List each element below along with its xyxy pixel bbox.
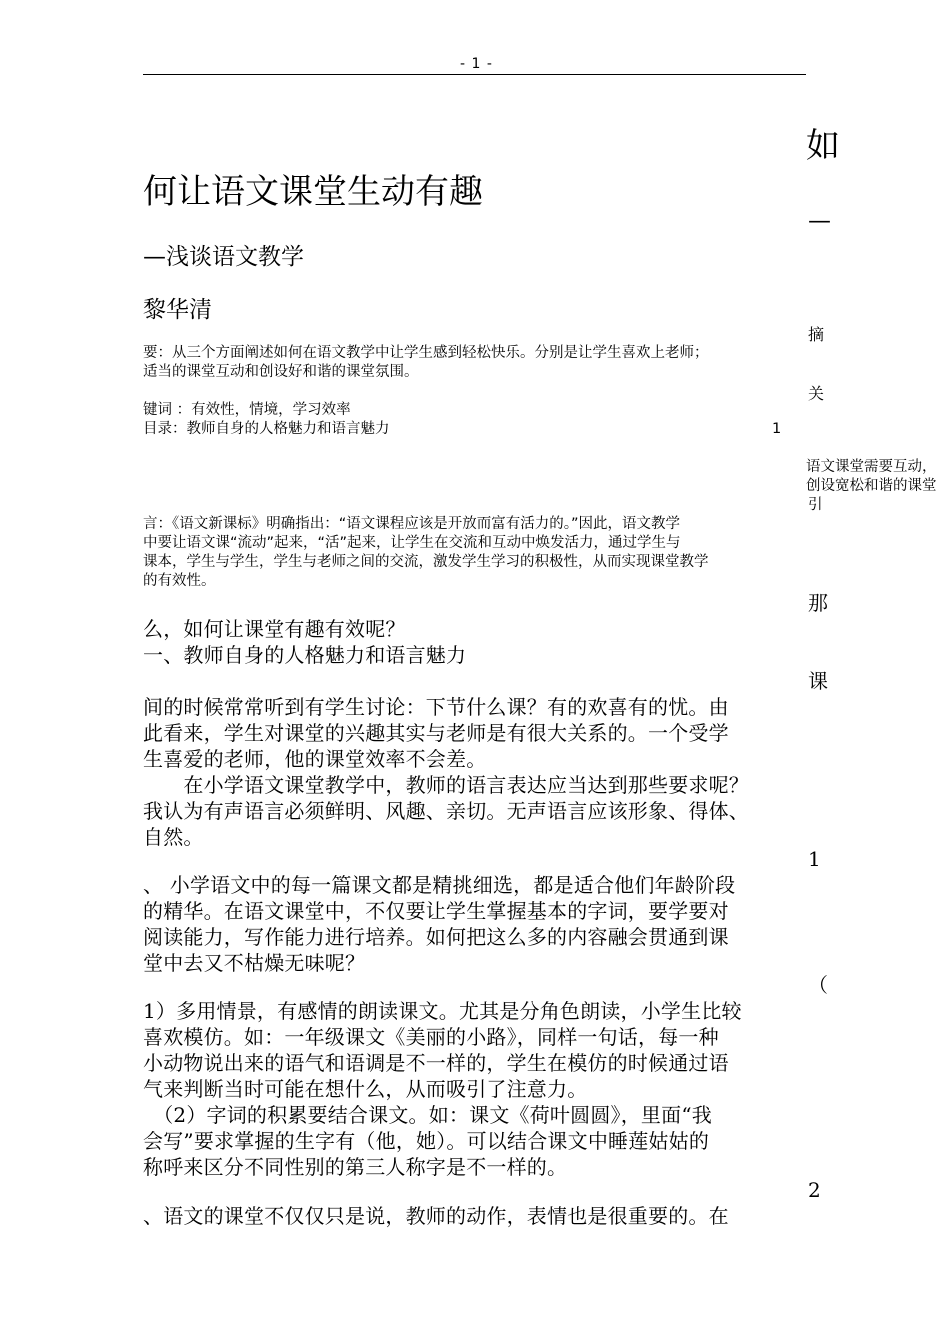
paragraph-line: 会写”要求掌握的生字有（他，她）。可以结合课文中睡莲姑姑的	[143, 1129, 710, 1153]
body-ke-char: 课	[808, 669, 829, 693]
paren-char: （	[808, 973, 829, 997]
abstract-label-char: 摘	[808, 325, 825, 344]
intro-line: 课本，学生与学生，学生与老师之间的交流，激发学生学习的积极性，从而实现课堂教学	[143, 554, 709, 570]
paragraph-line: 喜欢模仿。如：一年级课文《美丽的小路》，同样一句话，每一种	[143, 1025, 719, 1049]
paragraph-line: （2）字词的积累要结合课文。如：课文《荷叶圆圆》，里面“我	[143, 1103, 712, 1127]
paragraph-line: 、 小学语文中的每一篇课文都是精挑细选，都是适合他们年龄阶段	[143, 873, 736, 897]
list-number-2: 2	[808, 1178, 821, 1202]
author: 黎华清	[143, 297, 212, 323]
title-first-char: 如	[806, 126, 840, 166]
paragraph-line: 自然。	[143, 825, 204, 849]
paragraph-line: 称呼来区分不同性别的第三人称字是不一样的。	[143, 1155, 568, 1179]
paragraph-line: 气来判断当时可能在想什么，从而吸引了注意力。	[143, 1077, 588, 1101]
paragraph-line: 生喜爱的老师，他的课堂效率不会差。	[143, 747, 487, 771]
list-number-1: 1	[808, 847, 821, 871]
toc-line: 目录：教师自身的人格魅力和语言魅力	[143, 421, 390, 437]
page-subtitle: —浅谈语文教学	[143, 244, 304, 270]
toc-side-line-2: 创设宽松和谐的课堂	[806, 478, 937, 494]
paragraph-line: 在小学语文课堂教学中，教师的语言表达应当达到那些要求呢？	[143, 773, 749, 797]
paragraph-line: 间的时候常常听到有学生讨论：下节什么课？有的欢喜有的忧。由	[143, 695, 729, 719]
page-number: - 1 -	[460, 56, 493, 72]
abstract-line-1: 要：从三个方面阐述如何在语文教学中让学生感到轻松快乐。分别是让学生喜欢上老师；	[143, 345, 709, 361]
intro-label-char: 引	[808, 497, 823, 513]
title-dash: —	[808, 208, 831, 234]
section-heading-1: 一、教师自身的人格魅力和语言魅力	[143, 643, 467, 667]
paragraph-line: 的精华。在语文课堂中，不仅要让学生掌握基本的字词，要学要对	[143, 899, 729, 923]
body-na-char: 那	[808, 591, 829, 615]
paragraph-line: 此看来，学生对课堂的兴趣其实与老师是有很大关系的。一个受学	[143, 721, 729, 745]
intro-line: 中要让语文课“流动”起来，“活”起来，让学生在交流和互动中焕发活力，通过学生与	[143, 535, 681, 551]
body-question: 么，如何让课堂有趣有效呢？	[143, 617, 406, 641]
paragraph-line: 我认为有声语言必须鲜明、风趣、亲切。无声语言应该形象、得体、	[143, 799, 749, 823]
intro-line: 的有效性。	[143, 573, 216, 589]
keywords-label-char: 关	[808, 384, 825, 403]
paragraph-line: 小动物说出来的语气和语调是不一样的，学生在模仿的时候通过语	[143, 1051, 729, 1075]
header-rule	[143, 74, 806, 75]
toc-side-line-1: 语文课堂需要互动，	[806, 459, 937, 475]
toc-page-number: 1	[772, 421, 782, 437]
paragraph-line: 堂中去又不枯燥无味呢？	[143, 951, 366, 975]
page-title: 何让语文课堂生动有趣	[143, 172, 483, 212]
keywords-line: 键词 ：有效性，情境，学习效率	[143, 402, 351, 418]
paragraph-line: 阅读能力，写作能力进行培养。如何把这么多的内容融会贯通到课	[143, 925, 729, 949]
paragraph-line: 、语文的课堂不仅仅只是说，教师的动作，表情也是很重要的。在	[143, 1204, 729, 1228]
abstract-line-2: 适当的课堂互动和创设好和谐的课堂氛围。	[143, 364, 419, 380]
paragraph-line: 1）多用情景，有感情的朗读课文。尤其是分角色朗读，小学生比较	[143, 999, 742, 1023]
intro-line: 言：《语文新课标》明确指出：“语文课程应该是开放而富有活力的。”因此，语文教学	[143, 516, 681, 532]
